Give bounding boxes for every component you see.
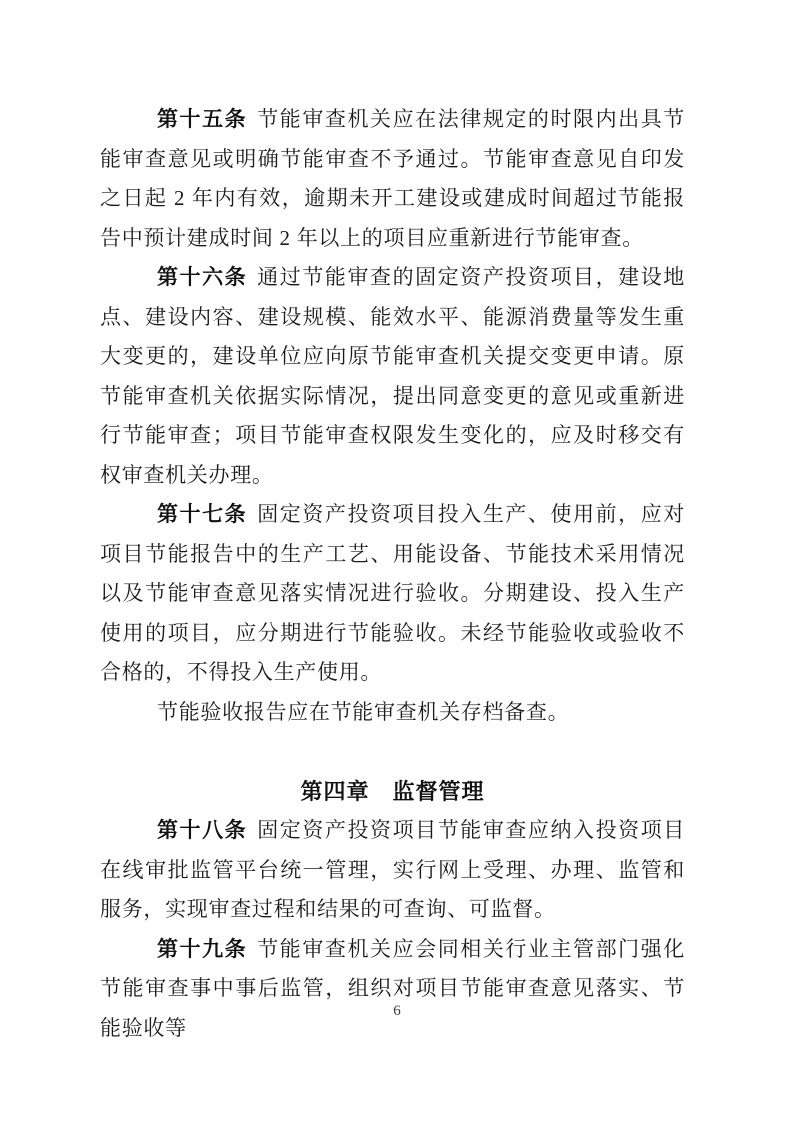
document-body: [100, 100, 685, 1048]
article-19-text: 节能审查机关应会同相关行业主管部门强化节能审查事中事后监管，组织对项目节能审查意见落实、节能验收等: [100, 936, 685, 1040]
article-18-paragraph: [100, 811, 685, 930]
article-15-label: 第十五条: [157, 108, 248, 131]
article-15-text: 节能审查机关应在法律规定的时限内出具节能审查意见或明确节能审查不予通过。节能审查意见自印发之日起 2 年内有效，逾期未开工建设或建成时间超过节能报告中预计建成时间 2 年以上的项目应重新进行节能审查。: [100, 107, 685, 250]
article-18-text: 固定资产投资项目节能审查应纳入投资项目在线审批监管平台统一管理，实行网上受理、办理、监管和服务，实现审查过程和结果的可查询、可监督。: [100, 818, 685, 921]
page-number: 6: [393, 1003, 401, 1019]
article-17-text: 固定资产投资项目投入生产、使用前，应对项目节能报告中的生产工艺、用能设备、节能技术采用情况以及节能审查意见落实情况进行验收。分期建设、投入生产使用的项目，应分期进行节能验收。未经节能验收或验收不合格的，不得投入生产使用。: [100, 502, 685, 684]
article-17-paragraph: [100, 495, 685, 693]
article-18-label: 第十八条: [157, 819, 248, 842]
chapter-heading: 第四章 监督管理: [300, 778, 485, 804]
article-17-label: 第十七条: [157, 503, 248, 526]
article-15-paragraph: [100, 100, 685, 258]
article-16-paragraph: [100, 258, 685, 495]
filing-note-paragraph: 节能验收报告应在节能审查机关存档备查。: [157, 699, 570, 724]
article-19-label: 第十九条: [157, 937, 248, 961]
article-19-paragraph: [100, 930, 685, 1049]
article-16-label: 第十六条: [157, 266, 248, 289]
article-16-text: 通过节能审查的固定资产投资项目，建设地点、建设内容、建设规模、能效水平、能源消费量等发生重大变更的，建设单位应向原节能审查机关提交变更申请。原节能审查机关依据实际情况，提出同意变更的意见或重新进行节能审查；项目节能审查权限发生变化的，应及时移交有权审查机关办理。: [100, 265, 685, 487]
